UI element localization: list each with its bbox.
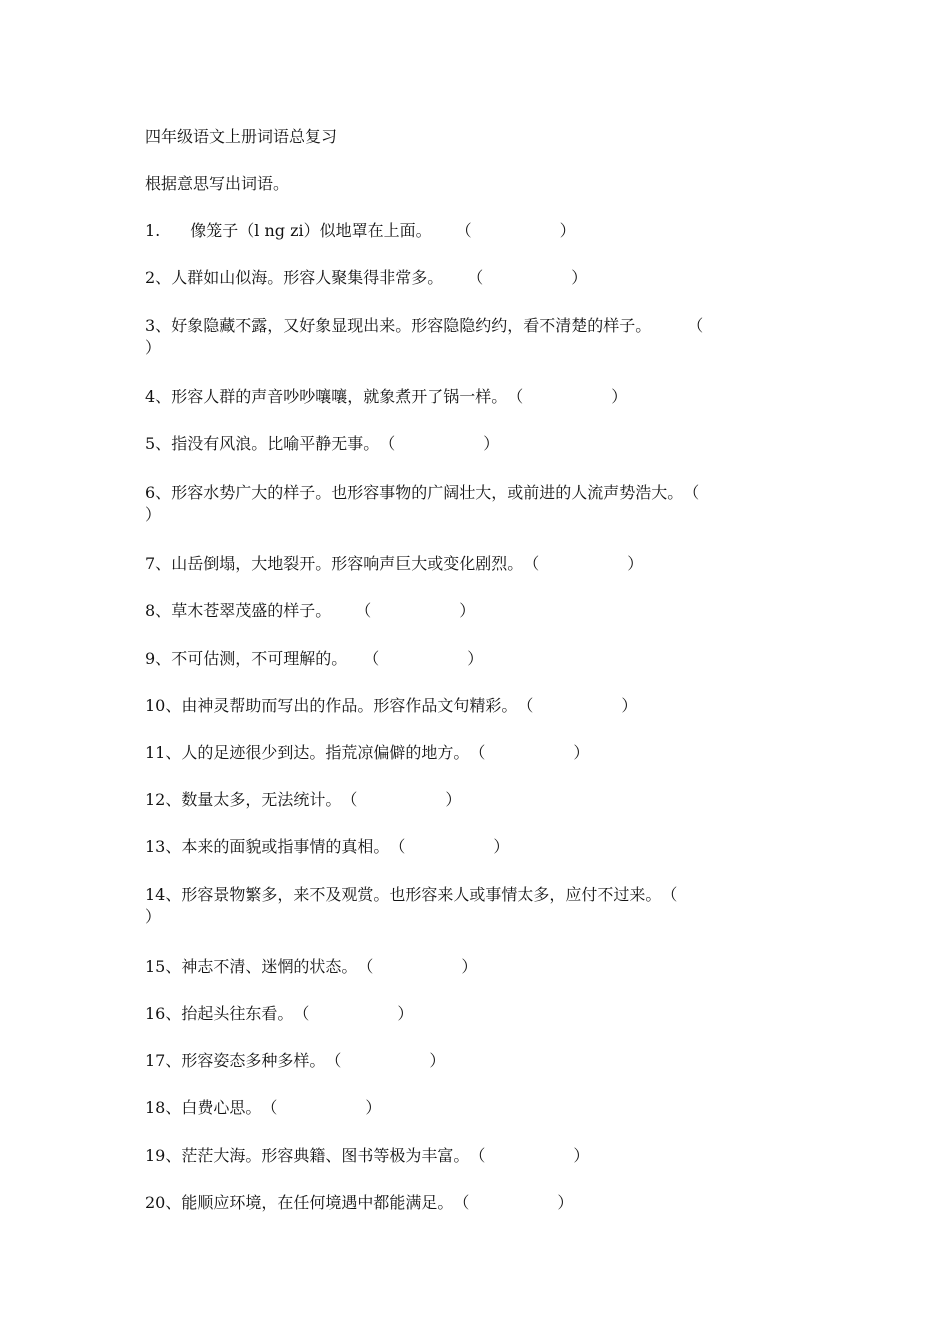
question-number: 9、 bbox=[145, 649, 172, 668]
answer-open-paren: （ bbox=[389, 837, 406, 856]
question-11 bbox=[145, 742, 775, 764]
question-number: 2、 bbox=[145, 268, 172, 287]
question-1 bbox=[145, 220, 775, 242]
question-9 bbox=[145, 648, 775, 670]
answer-close-paren: ） bbox=[621, 696, 638, 715]
question-5 bbox=[145, 433, 775, 455]
answer-close-paren: ） bbox=[397, 1004, 414, 1023]
answer-open-paren: （ bbox=[363, 649, 380, 668]
question-text: 好象隐藏不露，又好象显现出来。形容隐隐约约，看不清楚的样子。 bbox=[171, 316, 652, 335]
question-12 bbox=[145, 789, 775, 811]
answer-open-paren: （ bbox=[467, 268, 484, 287]
question-13 bbox=[145, 836, 775, 858]
question-number: 4、 bbox=[145, 387, 172, 406]
question-number: 14、 bbox=[145, 885, 182, 904]
answer-close-paren: ） bbox=[429, 1051, 446, 1070]
question-number: 7、 bbox=[145, 554, 172, 573]
question-text: 人群如山似海。形容人聚集得非常多。 bbox=[171, 268, 444, 287]
question-3 bbox=[145, 315, 775, 363]
answer-open-paren: （ bbox=[507, 387, 524, 406]
answer-close-paren: ） bbox=[445, 790, 462, 809]
answer-open-paren: （ bbox=[469, 743, 486, 762]
question-15 bbox=[145, 956, 775, 978]
answer-close-paren: ） bbox=[559, 221, 576, 240]
question-text: 茫茫大海。形容典籍、图书等极为丰富。 bbox=[181, 1146, 470, 1165]
question-number: 1. bbox=[145, 221, 161, 240]
answer-open-paren: （ bbox=[455, 221, 472, 240]
answer-open-paren: （ bbox=[453, 1193, 470, 1212]
question-16 bbox=[145, 1003, 775, 1025]
answer-close-paren: ） bbox=[573, 1146, 590, 1165]
answer-open-paren: （ bbox=[355, 601, 372, 620]
question-7 bbox=[145, 553, 775, 575]
question-text: 人的足迹很少到达。指荒凉偏僻的地方。 bbox=[181, 743, 470, 762]
answer-open-paren: （ bbox=[293, 1004, 310, 1023]
answer-open-paren: （ bbox=[261, 1098, 278, 1117]
answer-close-paren: ） bbox=[459, 601, 476, 620]
question-number: 12、 bbox=[145, 790, 182, 809]
question-text: 本来的面貌或指事情的真相。 bbox=[181, 837, 390, 856]
question-number: 13、 bbox=[145, 837, 182, 856]
answer-close-paren: ） bbox=[493, 837, 510, 856]
question-text: 白费心思。 bbox=[181, 1098, 262, 1117]
question-text: 山岳倒塌，大地裂开。形容响声巨大或变化剧烈。 bbox=[171, 554, 524, 573]
answer-close-paren: ） bbox=[483, 434, 500, 453]
question-number: 3、 bbox=[145, 316, 172, 335]
question-14 bbox=[145, 884, 775, 932]
question-text: 像笼子（l ng zi）似地罩在上面。 bbox=[190, 221, 432, 240]
answer-close-paren: ） bbox=[461, 957, 478, 976]
question-text: 指没有风浪。比喻平静无事。 bbox=[171, 434, 380, 453]
answer-close-paren: ） bbox=[145, 338, 162, 357]
question-text: 数量太多，无法统计。 bbox=[181, 790, 342, 809]
question-19 bbox=[145, 1145, 775, 1167]
answer-open-paren: （ bbox=[379, 434, 396, 453]
question-10 bbox=[145, 695, 775, 717]
question-number: 16、 bbox=[145, 1004, 182, 1023]
answer-close-paren: ） bbox=[611, 387, 628, 406]
answer-close-paren: ） bbox=[571, 268, 588, 287]
question-number: 19、 bbox=[145, 1146, 182, 1165]
answer-close-paren: ） bbox=[145, 907, 162, 926]
question-text: 能顺应环境，在任何境遇中都能满足。 bbox=[181, 1193, 454, 1212]
question-20 bbox=[145, 1192, 775, 1214]
question-number: 17、 bbox=[145, 1051, 182, 1070]
instruction-text: 根据意思写出词语。 bbox=[145, 174, 290, 193]
question-number: 8、 bbox=[145, 601, 172, 620]
question-6 bbox=[145, 482, 775, 530]
page-title: 四年级语文上册词语总复习 bbox=[145, 127, 338, 146]
question-text: 草木苍翠茂盛的样子。 bbox=[171, 601, 332, 620]
question-number: 18、 bbox=[145, 1098, 182, 1117]
answer-close-paren: ） bbox=[365, 1098, 382, 1117]
question-number: 15、 bbox=[145, 957, 182, 976]
question-text: 由神灵帮助而写出的作品。形容作品文句精彩。 bbox=[181, 696, 518, 715]
answer-open-paren: （ bbox=[341, 790, 358, 809]
question-2 bbox=[145, 267, 775, 289]
question-text: 形容姿态多种多样。 bbox=[181, 1051, 326, 1070]
answer-open-paren: （ bbox=[357, 957, 374, 976]
question-text: 抬起头往东看。 bbox=[181, 1004, 294, 1023]
question-number: 20、 bbox=[145, 1193, 182, 1212]
question-18 bbox=[145, 1097, 775, 1119]
question-8 bbox=[145, 600, 775, 622]
answer-open-paren: （ bbox=[517, 696, 534, 715]
question-text: 形容景物繁多，来不及观赏。也形容来人或事情太多，应付不过来。 bbox=[181, 885, 662, 904]
answer-open-paren: （ bbox=[687, 316, 704, 335]
question-text: 形容人群的声音吵吵嚷嚷，就象煮开了锅一样。 bbox=[171, 387, 508, 406]
question-text: 形容水势广大的样子。也形容事物的广阔壮大，或前进的人流声势浩大。 bbox=[171, 483, 684, 502]
question-4 bbox=[145, 386, 775, 408]
question-17 bbox=[145, 1050, 775, 1072]
question-text: 神志不清、迷惘的状态。 bbox=[181, 957, 358, 976]
answer-open-paren: （ bbox=[523, 554, 540, 573]
question-number: 5、 bbox=[145, 434, 172, 453]
answer-open-paren: （ bbox=[469, 1146, 486, 1165]
answer-open-paren: （ bbox=[683, 483, 700, 502]
question-number: 6、 bbox=[145, 483, 172, 502]
question-number: 11、 bbox=[145, 743, 182, 762]
answer-close-paren: ） bbox=[557, 1193, 574, 1212]
answer-close-paren: ） bbox=[573, 743, 590, 762]
answer-close-paren: ） bbox=[627, 554, 644, 573]
answer-close-paren: ） bbox=[145, 505, 162, 524]
question-number: 10、 bbox=[145, 696, 182, 715]
answer-open-paren: （ bbox=[325, 1051, 342, 1070]
answer-close-paren: ） bbox=[467, 649, 484, 668]
answer-open-paren: （ bbox=[661, 885, 678, 904]
question-text: 不可估测，不可理解的。 bbox=[171, 649, 348, 668]
